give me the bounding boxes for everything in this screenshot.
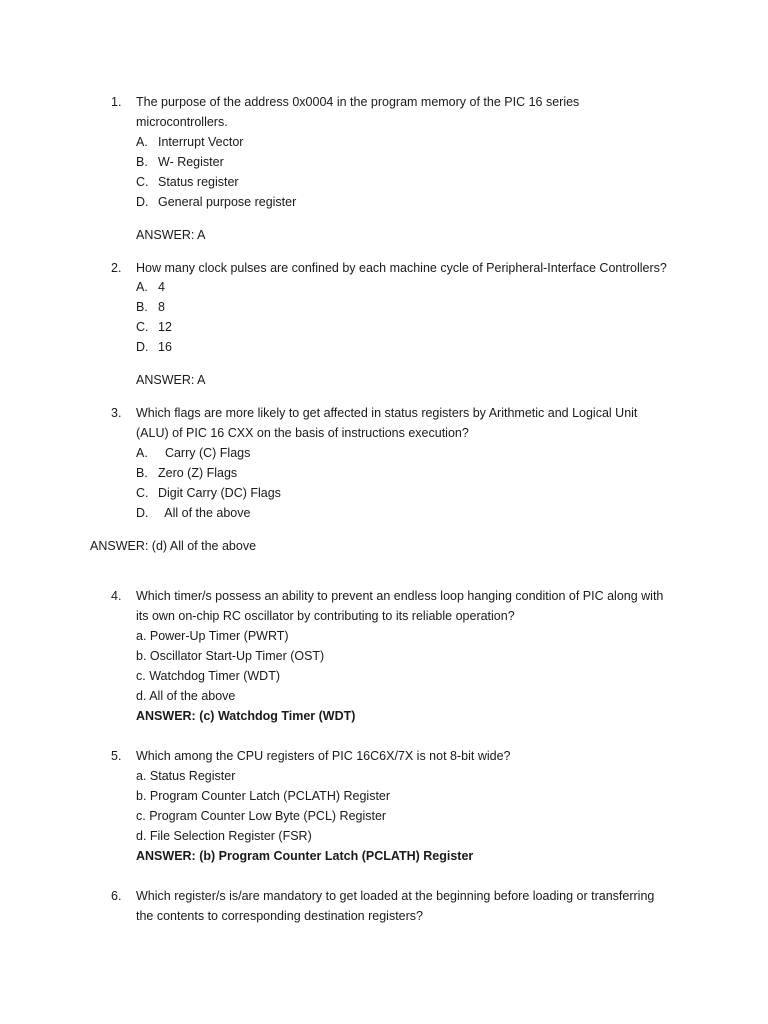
option-letter: A. [136, 135, 148, 149]
question-5-option-b: b. Program Counter Latch (PCLATH) Register [136, 789, 391, 803]
question-2-option-d [136, 339, 172, 355]
option-text: Interrupt Vector [158, 135, 244, 149]
option-text: All of the above [158, 506, 251, 520]
question-4-option-b: b. Oscillator Start-Up Timer (OST) [136, 649, 325, 663]
question-1-option-a [136, 134, 243, 150]
option-letter: B. [136, 155, 148, 169]
question-3-option-a [136, 445, 250, 461]
question-1-text-line-1: The purpose of the address 0x0004 in the program memory of the PIC 16 series [136, 95, 580, 109]
question-3-text-line-1: Which flags are more likely to get affected in status registers by Arithmetic and Logical Unit [136, 406, 638, 420]
question-1-option-d [136, 194, 296, 210]
option-text: Carry (C) Flags [158, 446, 251, 460]
question-4-option-d: d. All of the above [136, 689, 236, 703]
option-letter: C. [136, 320, 149, 334]
question-5-option-c: c. Program Counter Low Byte (PCL) Register [136, 809, 387, 823]
option-text: Zero (Z) Flags [158, 466, 238, 480]
question-2-text-line-1: How many clock pulses are confined by each machine cycle of Peripheral-Interface Controllers? [136, 261, 667, 275]
question-5-option-a: a. Status Register [136, 769, 236, 783]
question-1-option-c [136, 174, 239, 190]
option-text: 16 [158, 340, 172, 354]
question-4-number: 4. [111, 589, 122, 603]
question-5-answer: ANSWER: (b) Program Counter Latch (PCLATH) Register [136, 849, 474, 863]
option-letter: D. [136, 340, 149, 354]
question-2-number: 2. [111, 261, 122, 275]
question-3-option-c [136, 485, 281, 501]
option-letter: D. [136, 195, 149, 209]
question-4-text-line-1: Which timer/s possess an ability to prevent an endless loop hanging condition of PIC along with [136, 589, 664, 603]
option-letter: A. [136, 280, 148, 294]
question-1-text-line-2: microcontrollers. [136, 115, 228, 129]
option-text: 4 [158, 280, 165, 294]
question-2-option-c [136, 319, 172, 335]
question-4-option-c: c. Watchdog Timer (WDT) [136, 669, 280, 683]
question-2-option-b [136, 299, 165, 315]
option-text: 12 [158, 320, 172, 334]
question-1-option-b [136, 154, 224, 170]
question-2-answer: ANSWER: A [136, 373, 206, 387]
question-6-number: 6. [111, 889, 122, 903]
question-1-answer: ANSWER: A [136, 228, 206, 242]
question-4-answer: ANSWER: (c) Watchdog Timer (WDT) [136, 709, 356, 723]
question-3-text-line-2: (ALU) of PIC 16 CXX on the basis of instructions execution? [136, 426, 469, 440]
question-3-option-d [136, 505, 250, 521]
option-text: General purpose register [158, 195, 297, 209]
question-4-option-a: a. Power-Up Timer (PWRT) [136, 629, 289, 643]
question-3-option-b [136, 465, 237, 481]
question-3-answer: ANSWER: (d) All of the above [90, 539, 257, 553]
option-text: Status register [158, 175, 239, 189]
option-letter: A. [136, 446, 148, 460]
option-letter: C. [136, 486, 149, 500]
option-letter: B. [136, 300, 148, 314]
question-3-number: 3. [111, 406, 122, 420]
question-5-text-line-1: Which among the CPU registers of PIC 16C6X/7X is not 8-bit wide? [136, 749, 511, 763]
question-5-option-d: d. File Selection Register (FSR) [136, 829, 312, 843]
option-letter: D. [136, 506, 149, 520]
option-letter: B. [136, 466, 148, 480]
question-6-text-line-2: the contents to corresponding destination registers? [136, 909, 423, 923]
question-5-number: 5. [111, 749, 122, 763]
question-4-text-line-2: its own on-chip RC oscillator by contributing to its reliable operation? [136, 609, 515, 623]
question-6-text-line-1: Which register/s is/are mandatory to get loaded at the beginning before loading or transferring [136, 889, 655, 903]
option-text: Digit Carry (DC) Flags [158, 486, 281, 500]
question-1-number: 1. [111, 95, 122, 109]
option-text: 8 [158, 300, 165, 314]
question-2-option-a [136, 279, 165, 295]
option-text: W- Register [158, 155, 224, 169]
option-letter: C. [136, 175, 149, 189]
